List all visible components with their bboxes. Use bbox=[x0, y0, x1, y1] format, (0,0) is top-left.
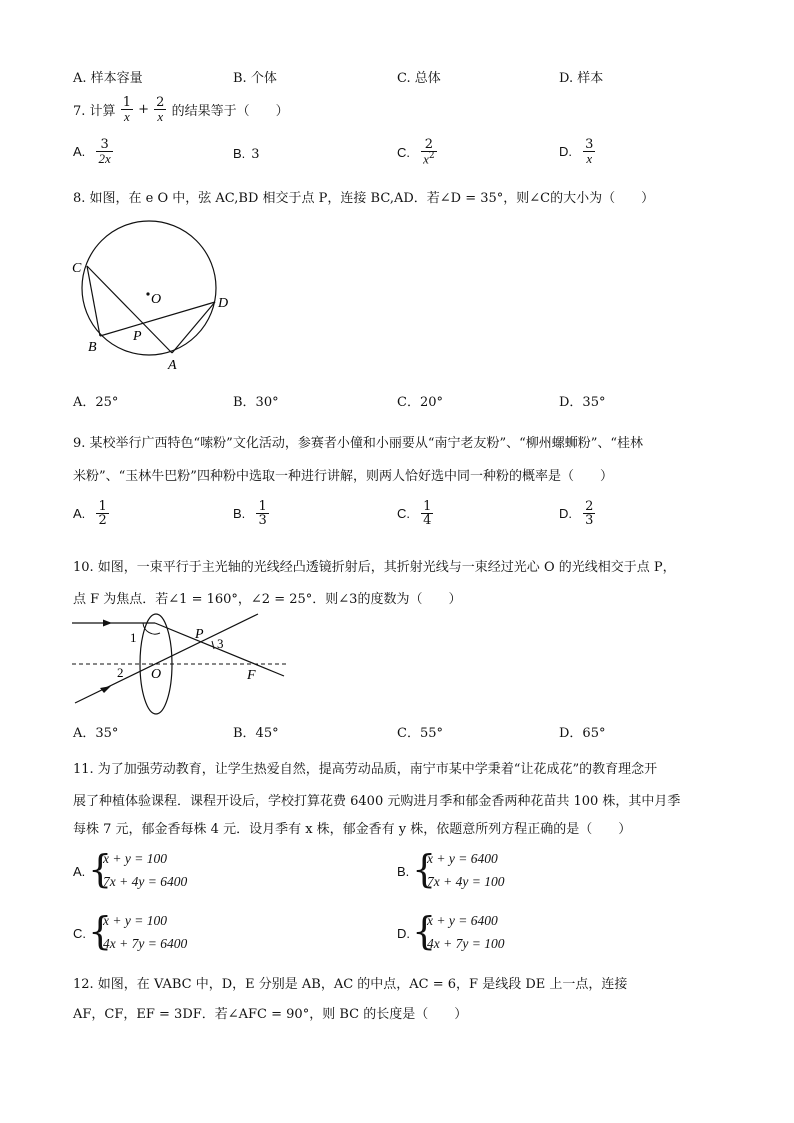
q11-option-a-system: x + y = 100 7x + 4y = 6400 bbox=[103, 851, 188, 889]
q9-stem-line2: 米粉”、“玉林牛巴粉”四种粉中选取一种进行讲解，则两人恰好选中同一种粉的概率是（ ） bbox=[73, 469, 613, 484]
q12-stem-line2: AF，CF，EF = 3DF．若∠AFC = 90°，则 BC 的长度是（ ） bbox=[73, 1007, 468, 1022]
q12-stem-line1: 12. 如图，在 VABC 中，D，E 分别是 AB，AC 的中点，AC = 6，F 是线段 DE 上一点，连接 bbox=[73, 977, 628, 992]
q10-label-3: 3 bbox=[217, 636, 224, 651]
q9-option-a: A. $\frac{1}{2}$ bbox=[73, 499, 107, 528]
q11-option-c-system: x + y = 100 4x + 7y = 6400 bbox=[103, 913, 188, 951]
q10-label-1: 1 bbox=[130, 630, 137, 645]
q8-stem: 8. 如图，在 e O 中，弦 AC,BD 相交于点 P，连接 BC,AD．若∠D = 35°，则∠C的大小为（ ） bbox=[73, 191, 655, 206]
q8-option-c: C．20° bbox=[397, 395, 443, 410]
q7-fraction-2: $\frac{2}{x}$ bbox=[156, 95, 165, 124]
q8-label-p: P bbox=[133, 329, 142, 344]
q11-option-d-label: D. bbox=[397, 926, 410, 941]
q8-circle-figure bbox=[70, 220, 245, 375]
q11-option-b-system: x + y = 6400 7x + 4y = 100 bbox=[427, 851, 505, 889]
q10-option-a: A．35° bbox=[73, 726, 119, 741]
q10-option-b: B．45° bbox=[233, 726, 279, 741]
q10-label-o: O bbox=[151, 667, 162, 682]
q6-option-a: A. 样本容量 bbox=[73, 71, 143, 86]
q7-option-d: D. $\frac{3}{x}$ bbox=[559, 137, 594, 166]
q10-stem-line1: 10. 如图，一束平行于主光轴的光线经凸透镜折射后，其折射光线与一束经过光心 O 的光线相交于点 P， bbox=[73, 560, 676, 575]
q8-option-d: D．35° bbox=[559, 395, 606, 410]
q6-option-d: D. 样本 bbox=[559, 71, 604, 86]
q10-stem-line2: 点 F 为焦点．若∠1 = 160°，∠2 = 25°．则∠3的度数为（ ） bbox=[73, 592, 462, 607]
q10-option-d: D．65° bbox=[559, 726, 606, 741]
q8-label-d: D bbox=[218, 296, 229, 311]
q11-option-c-brace: { bbox=[88, 909, 113, 953]
q8-label-a: A bbox=[168, 358, 177, 373]
q9-option-b: B. $\frac{1}{3}$ bbox=[233, 499, 267, 528]
q7-option-b: B. 3 bbox=[233, 146, 260, 162]
q6-option-c: C. 总体 bbox=[397, 71, 441, 86]
q8-label-c: C bbox=[72, 261, 82, 276]
q10-lens-figure bbox=[68, 608, 293, 718]
q11-option-a-label: A. bbox=[73, 864, 86, 879]
q10-label-f: F bbox=[247, 668, 256, 683]
q11-option-d-brace: { bbox=[412, 909, 437, 953]
q9-option-c: C. $\frac{1}{4}$ bbox=[397, 499, 432, 528]
q10-label-2: 2 bbox=[117, 665, 124, 680]
q9-stem-line1: 9. 某校举行广西特色“嗦粉”文化活动，参赛者小僮和小丽要从“南宁老友粉”、“柳州螺蛳粉”、“桂林 bbox=[73, 436, 644, 451]
q10-label-p: P bbox=[195, 627, 204, 642]
q7-stem: 7. 计算 $\frac{1}{x}$ + $\frac{2}{x}$ 的结果等于（ ） bbox=[73, 95, 289, 124]
q8-label-o: O bbox=[151, 292, 162, 307]
q7-fraction-1: $\frac{1}{x}$ bbox=[122, 95, 131, 124]
q11-option-b-label: B. bbox=[397, 864, 410, 879]
q9-option-d: D. $\frac{2}{3}$ bbox=[559, 499, 594, 528]
q11-option-a-brace: { bbox=[88, 847, 113, 891]
q8-option-a: A．25° bbox=[73, 395, 119, 410]
q8-option-b: B．30° bbox=[233, 395, 279, 410]
q10-option-c: C．55° bbox=[397, 726, 443, 741]
q11-option-c-label: C. bbox=[73, 926, 86, 941]
q7-option-a: A. $\frac{3}{2x}$ bbox=[73, 137, 111, 166]
q11-option-d-system: x + y = 6400 4x + 7y = 100 bbox=[427, 913, 505, 951]
q8-label-b: B bbox=[88, 340, 97, 355]
q11-stem-line2: 展了种植体验课程．课程开设后，学校打算花费 6400 元购进月季和郁金香两种花苗共 100 株，其中月季 bbox=[73, 794, 681, 809]
q11-stem-line3: 每株 7 元，郁金香每株 4 元．设月季有 x 株，郁金香有 y 株，依题意所列方程正确的是（ ） bbox=[73, 822, 632, 837]
q11-option-b-brace: { bbox=[412, 847, 437, 891]
q7-option-c: C. $\frac{2}{x^2}$ bbox=[397, 137, 435, 167]
q6-option-b: B. 个体 bbox=[233, 71, 277, 86]
q11-stem-line1: 11. 为了加强劳动教育，让学生热爱自然，提高劳动品质，南宁市某中学秉着“让花成花”的教育理念开 bbox=[73, 762, 658, 777]
